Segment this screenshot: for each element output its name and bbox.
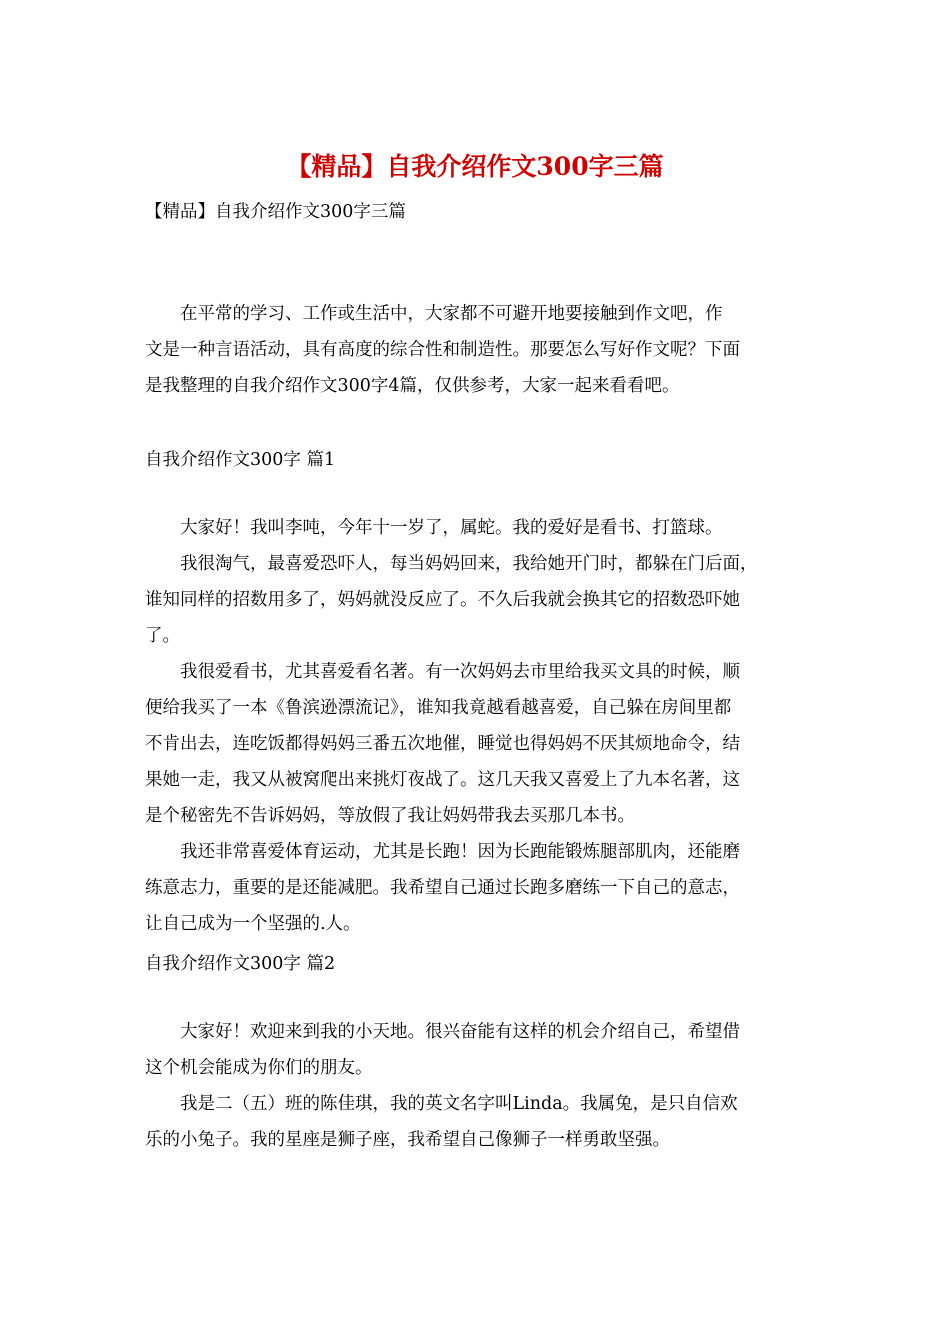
body-line: 便给我买了一本《鲁滨逊漂流记》，谁知我竟越看越喜爱，自己躲在房间里都 — [145, 698, 732, 718]
intro-line: 在平常的学习、工作或生活中，大家都不可避开地要接触到作文吧，作 — [145, 304, 723, 324]
intro-paragraph — [145, 296, 825, 404]
body-line: 我是二（五）班的陈佳琪，我的英文名字叫Linda。我属兔，是只自信欢 — [145, 1094, 738, 1114]
section-body-2 — [145, 1014, 825, 1158]
body-line: 是个秘密先不告诉妈妈，等放假了我让妈妈带我去买那几本书。 — [145, 806, 635, 826]
body-line: 了。 — [145, 626, 180, 646]
section-heading-1: 自我介绍作文300字 篇1 — [145, 450, 336, 470]
body-line: 大家好！我叫李吨，今年十一岁了，属蛇。我的爱好是看书、打篮球。 — [145, 518, 723, 538]
body-line: 我还非常喜爱体育运动，尤其是长跑！因为长跑能锻炼腿部肌肉，还能磨 — [145, 842, 740, 862]
body-line: 果她一走，我又从被窝爬出来挑灯夜战了。这几天我又喜爱上了九本名著，这 — [145, 770, 740, 790]
document-subtitle: 【精品】自我介绍作文300字三篇 — [145, 202, 406, 222]
section-heading-2: 自我介绍作文300字 篇2 — [145, 954, 336, 974]
body-line: 不肯出去，连吃饭都得妈妈三番五次地催，睡觉也得妈妈不厌其烦地命令，结 — [145, 734, 740, 754]
document-title: 【精品】自我介绍作文300字三篇 — [286, 152, 664, 181]
section-body-1 — [145, 510, 825, 942]
body-line: 我很淘气，最喜爱恐吓人，每当妈妈回来，我给她开门时，都躲在门后面， — [145, 554, 758, 574]
body-line: 乐的小兔子。我的星座是狮子座，我希望自己像狮子一样勇敢坚强。 — [145, 1130, 670, 1150]
body-line: 让自己成为一个坚强的.人。 — [145, 914, 361, 934]
body-line: 谁知同样的招数用多了，妈妈就没反应了。不久后我就会换其它的招数恐吓她 — [145, 590, 740, 610]
body-line: 练意志力，重要的是还能减肥。我希望自己通过长跑多磨练一下自己的意志， — [145, 878, 740, 898]
body-line: 我很爱看书，尤其喜爱看名著。有一次妈妈去市里给我买文具的时候，顺 — [145, 662, 740, 682]
body-line: 大家好！欢迎来到我的小天地。很兴奋能有这样的机会介绍自己，希望借 — [145, 1022, 740, 1042]
intro-line: 是我整理的自我介绍作文300字4篇，仅供参考，大家一起来看看吧。 — [145, 376, 680, 396]
intro-line: 文是一种言语活动，具有高度的综合性和制造性。那要怎么写好作文呢？下面 — [145, 340, 740, 360]
body-line: 这个机会能成为你们的朋友。 — [145, 1058, 373, 1078]
